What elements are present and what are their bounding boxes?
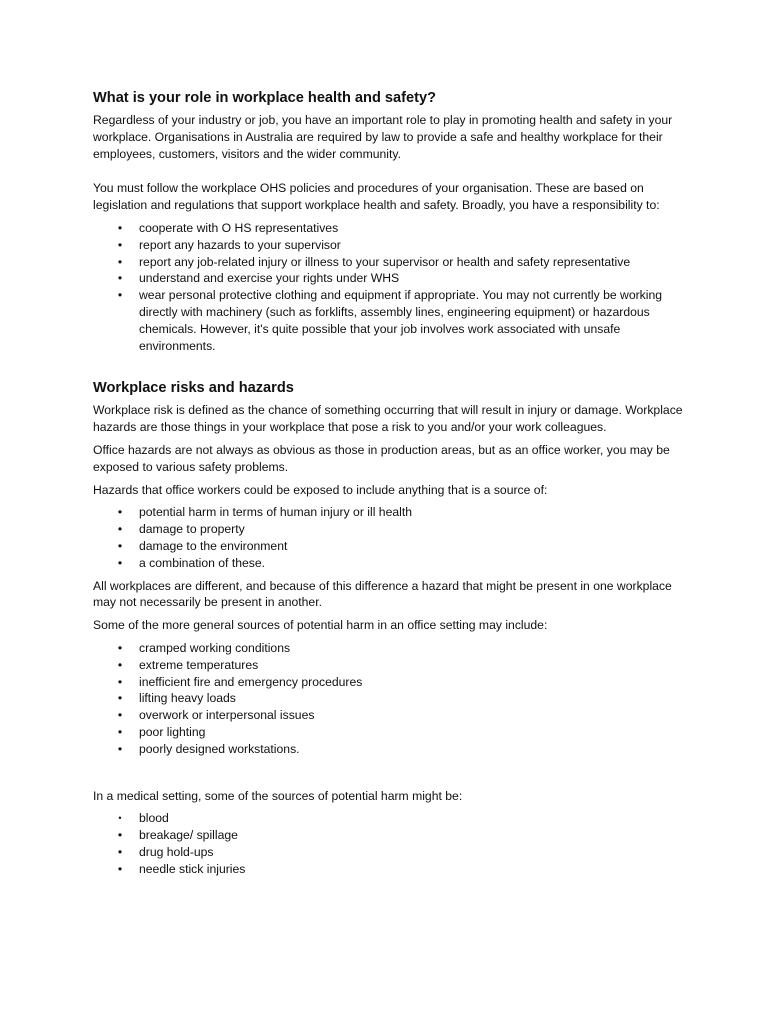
list-item: • cooperate with O HS representatives	[93, 220, 683, 237]
bullet-icon: •	[117, 288, 123, 303]
bullet-icon: •	[117, 657, 123, 672]
section-heading-risks: Workplace risks and hazards	[93, 380, 294, 397]
bullet-icon: •	[117, 741, 123, 756]
list-item: • poor lighting	[93, 724, 683, 741]
list-item: • report any job-related injury or illness to your supervisor or health and safety representative	[93, 254, 683, 271]
list-item: • cramped working conditions	[93, 640, 683, 657]
hazard-sources-list	[93, 504, 683, 571]
paragraph-role-intro: Regardless of your industry or job, you have an important role to play in promoting health and safety in your workplace. Organisations in Australia are required by law to provide a safe and healthy workplace for their employees, customers, visitors and the wider community.	[93, 113, 673, 161]
section-heading-role: What is your role in workplace health and safety?	[93, 90, 437, 106]
paragraph-risk-definition: Workplace risk is defined as the chance of something occurring that will result in injury or damage. Workplace hazards are those things in your workplace that pose a risk to you and/or your work colleagues.	[93, 403, 683, 435]
list-item: • a combination of these.	[93, 555, 683, 572]
paragraph-office-hazards: Office hazards are not always as obvious as those in production areas, but as an office worker, you may be exposed to various safety problems.	[93, 442, 670, 474]
list-item: • potential harm in terms of human injury or ill health	[93, 504, 683, 521]
list-item: • breakage/ spillage	[93, 827, 683, 844]
bullet-icon: •	[117, 271, 123, 286]
list-item: • lifting heavy loads	[93, 690, 683, 707]
bullet-icon: •	[117, 861, 123, 876]
responsibilities-list	[93, 220, 683, 354]
bullet-icon: •	[117, 844, 123, 859]
paragraph-office-sources-intro: Some of the more general sources of potential harm in an office setting may include:	[93, 618, 548, 633]
list-item: • poorly designed workstations.	[93, 741, 683, 758]
bullet-icon: •	[117, 505, 123, 520]
office-harm-sources-list	[93, 640, 683, 758]
paragraph-responsibilities-intro: You must follow the workplace OHS policies and procedures of your organisation. These are based on legislation and regulations that support workplace health and safety. Broadly, you have a responsibility to:	[93, 181, 660, 213]
list-item: • overwork or interpersonal issues	[93, 707, 683, 724]
list-item: • understand and exercise your rights under WHS	[93, 270, 683, 287]
bullet-icon: •	[117, 724, 123, 739]
list-item: • inefficient fire and emergency procedures	[93, 674, 683, 691]
bullet-icon: •	[117, 640, 123, 655]
bullet-icon: •	[117, 674, 123, 689]
bullet-icon: •	[117, 522, 123, 537]
bullet-icon: •	[117, 220, 123, 235]
bullet-icon: •	[117, 538, 123, 553]
document-page	[93, 88, 683, 877]
bullet-icon: •	[117, 691, 123, 706]
paragraph-workplaces-differ: All workplaces are different, and because of this difference a hazard that might be present in one workplace may not necessarily be present in another.	[93, 578, 672, 610]
paragraph-medical-sources-intro: In a medical setting, some of the sources of potential harm might be:	[93, 788, 463, 803]
bullet-icon: •	[117, 254, 123, 269]
bullet-icon: •	[117, 555, 123, 570]
bullet-icon: •	[118, 813, 122, 824]
bullet-icon: •	[117, 237, 123, 252]
paragraph-hazard-sources-intro: Hazards that office workers could be exposed to include anything that is a source of:	[93, 482, 548, 497]
list-item: • drug hold-ups	[93, 844, 683, 861]
list-item: • damage to property	[93, 521, 683, 538]
list-item: • needle stick injuries	[93, 861, 683, 878]
bullet-icon: •	[117, 828, 123, 843]
list-item: • damage to the environment	[93, 538, 683, 555]
list-item: • blood	[93, 810, 683, 827]
list-item: • wear personal protective clothing and equipment if appropriate. You may not currently be working directly with machinery (such as forklifts, assembly lines, engineering equipment) or hazardous chemicals. However, it's quite possible that your job involves work associated with unsafe environments.	[93, 287, 683, 354]
bullet-icon: •	[117, 708, 123, 723]
list-item: • report any hazards to your supervisor	[93, 237, 683, 254]
medical-harm-sources-list	[93, 810, 683, 877]
list-item: • extreme temperatures	[93, 657, 683, 674]
